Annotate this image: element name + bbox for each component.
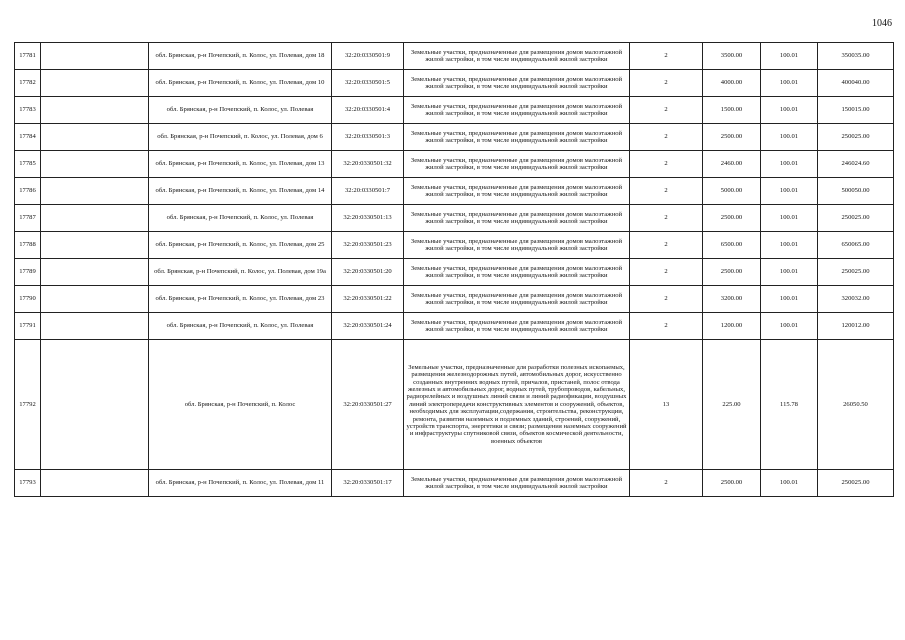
cadastral-value-cell: 246024.60 [818, 151, 894, 178]
land-use-description-cell: Земельные участки, предназначенные для разработки полезных ископаемых, размещения железнодорожных путей, автомобильных дорог, искусственно созданных внутренних водных путей, причалов, пристаней, полос отвода железных и автомобильных дорог, водных путей, трубопроводов, кабельных, радиорелейных и воздушных линий связи и линий радиофикации, воздушных линий электропередачи конструктивных элементов и сооружений, объектов, необходимых для эксплуатации,содержания, строительства, реконструкции, ремонта, развития наземных и подземных зданий, строений, сооружений, устройств транспорта, энергетики и связи; размещения наземных сооружений и инфраструктуры спутниковой связи, объектов космической деятельности, военных объектов [404, 340, 630, 470]
category-code-cell: 2 [630, 470, 703, 497]
row-number-cell: 17786 [15, 178, 41, 205]
rate-cell: 100.01 [761, 205, 818, 232]
address-cell: обл. Брянская, р-н Почепский, п. Колос, ул. Полевая, дом 18 [149, 43, 332, 70]
rate-cell: 100.01 [761, 470, 818, 497]
category-code-cell: 2 [630, 97, 703, 124]
land-use-description-cell: Земельные участки, предназначенные для размещения домов малоэтажной жилой застройки, в том числе индивидуальной жилой застройки [404, 97, 630, 124]
row-number-cell: 17785 [15, 151, 41, 178]
area-cell: 4000.00 [703, 70, 761, 97]
cadastral-number-cell: 32:20:0330501:3 [332, 124, 404, 151]
rate-cell: 100.01 [761, 70, 818, 97]
empty-cell [41, 232, 149, 259]
row-number-cell: 17788 [15, 232, 41, 259]
empty-cell [41, 259, 149, 286]
area-cell: 1500.00 [703, 97, 761, 124]
rate-cell: 100.01 [761, 151, 818, 178]
cadastral-value-cell: 400040.00 [818, 70, 894, 97]
address-cell: обл. Брянская, р-н Почепский, п. Колос, ул. Полевая, дом 6 [149, 124, 332, 151]
empty-cell [41, 470, 149, 497]
cadastral-value-cell: 250025.00 [818, 205, 894, 232]
area-cell: 1200.00 [703, 313, 761, 340]
cadastral-value-cell: 320032.00 [818, 286, 894, 313]
land-use-description-cell: Земельные участки, предназначенные для размещения домов малоэтажной жилой застройки, в том числе индивидуальной жилой застройки [404, 43, 630, 70]
rate-cell: 115.78 [761, 340, 818, 470]
cadastral-value-cell: 650065.00 [818, 232, 894, 259]
table-row [15, 286, 894, 313]
category-code-cell: 2 [630, 124, 703, 151]
category-code-cell: 2 [630, 313, 703, 340]
category-code-cell: 2 [630, 70, 703, 97]
category-code-cell: 2 [630, 43, 703, 70]
land-use-description-cell: Земельные участки, предназначенные для размещения домов малоэтажной жилой застройки, в том числе индивидуальной жилой застройки [404, 124, 630, 151]
empty-cell [41, 151, 149, 178]
address-cell: обл. Брянская, р-н Почепский, п. Колос, ул. Полевая, дом 25 [149, 232, 332, 259]
cadastral-value-cell: 26050.50 [818, 340, 894, 470]
table-row [15, 124, 894, 151]
cadastral-number-cell: 32:20:0330501:13 [332, 205, 404, 232]
area-cell: 3200.00 [703, 286, 761, 313]
table-row [15, 97, 894, 124]
cadastral-number-cell: 32:20:0330501:20 [332, 259, 404, 286]
row-number-cell: 17792 [15, 340, 41, 470]
cadastral-value-cell: 250025.00 [818, 470, 894, 497]
table-row [15, 178, 894, 205]
category-code-cell: 13 [630, 340, 703, 470]
area-cell: 6500.00 [703, 232, 761, 259]
area-cell: 2460.00 [703, 151, 761, 178]
empty-cell [41, 205, 149, 232]
rate-cell: 100.01 [761, 313, 818, 340]
cadastral-number-cell: 32:20:0330501:23 [332, 232, 404, 259]
table-row [15, 43, 894, 70]
row-number-cell: 17791 [15, 313, 41, 340]
row-number-cell: 17787 [15, 205, 41, 232]
cadastral-number-cell: 32:20:0330501:4 [332, 97, 404, 124]
cadastral-number-cell: 32:20:0330501:32 [332, 151, 404, 178]
cadastral-number-cell: 32:20:0330501:9 [332, 43, 404, 70]
address-cell: обл. Брянская, р-н Почепский, п. Колос, ул. Полевая, дом 14 [149, 178, 332, 205]
table-row [15, 313, 894, 340]
cadastral-value-cell: 350035.00 [818, 43, 894, 70]
rate-cell: 100.01 [761, 232, 818, 259]
cadastral-value-cell: 250025.00 [818, 124, 894, 151]
land-use-description-cell: Земельные участки, предназначенные для размещения домов малоэтажной жилой застройки, в том числе индивидуальной жилой застройки [404, 205, 630, 232]
row-number-cell: 17790 [15, 286, 41, 313]
empty-cell [41, 97, 149, 124]
table-row [15, 340, 894, 470]
land-use-description-cell: Земельные участки, предназначенные для размещения домов малоэтажной жилой застройки, в том числе индивидуальной жилой застройки [404, 313, 630, 340]
land-use-description-cell: Земельные участки, предназначенные для размещения домов малоэтажной жилой застройки, в том числе индивидуальной жилой застройки [404, 232, 630, 259]
empty-cell [41, 340, 149, 470]
row-number-cell: 17793 [15, 470, 41, 497]
table-row [15, 70, 894, 97]
table-row [15, 232, 894, 259]
cadastral-value-cell: 120012.00 [818, 313, 894, 340]
area-cell: 2500.00 [703, 470, 761, 497]
address-cell: обл. Брянская, р-н Почепский, п. Колос, ул. Полевая [149, 205, 332, 232]
cadastral-value-cell: 150015.00 [818, 97, 894, 124]
category-code-cell: 2 [630, 205, 703, 232]
rate-cell: 100.01 [761, 43, 818, 70]
category-code-cell: 2 [630, 178, 703, 205]
address-cell: обл. Брянская, р-н Почепский, п. Колос, ул. Полевая, дом 19а [149, 259, 332, 286]
land-use-description-cell: Земельные участки, предназначенные для размещения домов малоэтажной жилой застройки, в том числе индивидуальной жилой застройки [404, 259, 630, 286]
empty-cell [41, 313, 149, 340]
category-code-cell: 2 [630, 286, 703, 313]
rate-cell: 100.01 [761, 286, 818, 313]
empty-cell [41, 178, 149, 205]
cadastral-value-cell: 500050.00 [818, 178, 894, 205]
cadastral-number-cell: 32:20:0330501:5 [332, 70, 404, 97]
row-number-cell: 17784 [15, 124, 41, 151]
area-cell: 3500.00 [703, 43, 761, 70]
area-cell: 5000.00 [703, 178, 761, 205]
category-code-cell: 2 [630, 259, 703, 286]
row-number-cell: 17781 [15, 43, 41, 70]
address-cell: обл. Брянская, р-н Почепский, п. Колос, ул. Полевая, дом 11 [149, 470, 332, 497]
address-cell: обл. Брянская, р-н Почепский, п. Колос, ул. Полевая [149, 313, 332, 340]
empty-cell [41, 43, 149, 70]
address-cell: обл. Брянская, р-н Почепский, п. Колос, ул. Полевая, дом 13 [149, 151, 332, 178]
rate-cell: 100.01 [761, 178, 818, 205]
address-cell: обл. Брянская, р-н Почепский, п. Колос, ул. Полевая, дом 23 [149, 286, 332, 313]
rate-cell: 100.01 [761, 124, 818, 151]
cadastral-value-cell: 250025.00 [818, 259, 894, 286]
cadastral-number-cell: 32:20:0330501:27 [332, 340, 404, 470]
land-use-description-cell: Земельные участки, предназначенные для размещения домов малоэтажной жилой застройки, в том числе индивидуальной жилой застройки [404, 70, 630, 97]
row-number-cell: 17789 [15, 259, 41, 286]
row-number-cell: 17782 [15, 70, 41, 97]
cadastral-number-cell: 32:20:0330501:24 [332, 313, 404, 340]
land-use-description-cell: Земельные участки, предназначенные для размещения домов малоэтажной жилой застройки, в том числе индивидуальной жилой застройки [404, 178, 630, 205]
address-cell: обл. Брянская, р-н Почепский, п. Колос, ул. Полевая, дом 10 [149, 70, 332, 97]
area-cell: 2500.00 [703, 205, 761, 232]
land-use-description-cell: Земельные участки, предназначенные для размещения домов малоэтажной жилой застройки, в том числе индивидуальной жилой застройки [404, 151, 630, 178]
table-row [15, 470, 894, 497]
area-cell: 2500.00 [703, 259, 761, 286]
land-use-description-cell: Земельные участки, предназначенные для размещения домов малоэтажной жилой застройки, в том числе индивидуальной жилой застройки [404, 286, 630, 313]
cadastral-number-cell: 32:20:0330501:7 [332, 178, 404, 205]
row-number-cell: 17783 [15, 97, 41, 124]
address-cell: обл. Брянская, р-н Почепский, п. Колос [149, 340, 332, 470]
land-use-description-cell: Земельные участки, предназначенные для размещения домов малоэтажной жилой застройки, в том числе индивидуальной жилой застройки [404, 470, 630, 497]
rate-cell: 100.01 [761, 259, 818, 286]
empty-cell [41, 286, 149, 313]
page-number: 1046 [872, 18, 892, 29]
table-row [15, 205, 894, 232]
category-code-cell: 2 [630, 232, 703, 259]
rate-cell: 100.01 [761, 97, 818, 124]
area-cell: 225.00 [703, 340, 761, 470]
category-code-cell: 2 [630, 151, 703, 178]
table-row [15, 151, 894, 178]
registry-body [15, 43, 894, 497]
table-row [15, 259, 894, 286]
empty-cell [41, 70, 149, 97]
empty-cell [41, 124, 149, 151]
registry-table [14, 42, 894, 497]
area-cell: 2500.00 [703, 124, 761, 151]
cadastral-number-cell: 32:20:0330501:17 [332, 470, 404, 497]
address-cell: обл. Брянская, р-н Почепский, п. Колос, ул. Полевая [149, 97, 332, 124]
cadastral-number-cell: 32:20:0330501:22 [332, 286, 404, 313]
